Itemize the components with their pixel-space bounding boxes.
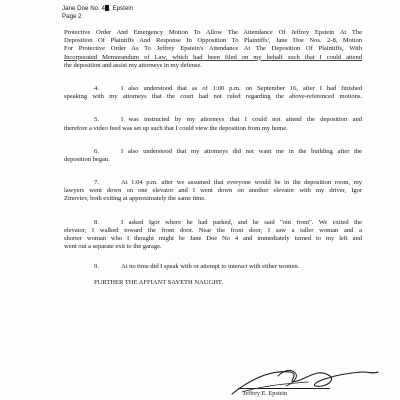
affidavit-body bbox=[64, 29, 362, 287]
intro-paragraph bbox=[64, 29, 362, 70]
paragraph-number: 4. bbox=[94, 84, 99, 92]
header-page-number: Page 2 bbox=[62, 13, 82, 20]
paragraph-line: I also understood that as of 1:00 p.m. on September 16, after I had finished bbox=[121, 84, 362, 92]
paragraph-9 bbox=[64, 263, 362, 271]
intro-line: Protective Order And Emergency Motion To Allow The Attendance Of Jeffrey Epstein At The bbox=[64, 29, 362, 36]
paragraph-line: At no time did I speak with or attempt to interact with either women. bbox=[121, 263, 300, 271]
signatory-name: Jeffrey E. Epstein bbox=[243, 390, 288, 397]
paragraph-line: speaking with my attorneys that the court had not ruled regarding the above-referenced motions. bbox=[64, 93, 362, 101]
paragraph-line: lawyers went down on one elevator and I went down on another elevator with my driver, Igor bbox=[64, 187, 362, 195]
header-caption-right: , Epstein bbox=[109, 5, 134, 12]
paragraph-6 bbox=[64, 148, 362, 164]
paragraph-5 bbox=[64, 116, 362, 132]
paragraph-line: I asked Igor where he had parked, and he said "out front". We exited the bbox=[121, 218, 362, 226]
paragraph-line: deposition began. bbox=[64, 155, 110, 163]
paragraph-line: Zinoviev, both exiting at approximately the same time. bbox=[64, 195, 206, 203]
header-case-caption bbox=[62, 5, 133, 13]
handwritten-signature bbox=[212, 366, 382, 400]
signature-line bbox=[238, 388, 330, 389]
intro-line: Deposition Of Plaintiffs And Response In Opposition To Plaintiffs', Jane Doe Nos. 2-8, Motion bbox=[64, 37, 362, 45]
paragraph-7 bbox=[64, 179, 362, 204]
paragraph-line: I also understood that my attorneys did not want me in the building after the bbox=[121, 147, 362, 155]
paragraph-line: At 1:04 p.m. after we assumed that everyone would be in the deposition room, my bbox=[121, 179, 362, 187]
closing-statement: FURTHER THE AFFIANT SAYETH NAUGHT. bbox=[94, 278, 223, 286]
paragraph-number: 7. bbox=[94, 179, 99, 187]
paragraph-number: 9. bbox=[94, 263, 99, 271]
paragraph-line: therefore a video feed was set up such that I could view the deposition from my home. bbox=[64, 124, 288, 132]
paragraph-line: elevator, I walked toward the front door. Near the front door, I saw a taller woman and a bbox=[64, 226, 362, 234]
page-header bbox=[62, 5, 133, 21]
intro-line: For Protective Order As To Jeffrey Epstein's Attendance At The Deposition Of Plaintiffs, With bbox=[64, 45, 362, 53]
paragraph-line: shorter woman who I thought might be Jane Doe No 4 and immediately turned to my left and bbox=[64, 235, 362, 242]
paragraph-number: 6. bbox=[94, 147, 99, 155]
paragraph-line: I was instructed by my attorneys that I could not attend the deposition and bbox=[121, 116, 362, 124]
intro-line: the deposition and assist my attorneys in my defense. bbox=[64, 61, 202, 69]
paragraph-line: went out a separate exit to the garage. bbox=[64, 243, 162, 251]
paragraph-4 bbox=[64, 85, 362, 101]
paragraph-number: 5. bbox=[94, 116, 99, 124]
paragraph-8 bbox=[64, 219, 362, 252]
header-caption-left: Jane Doe No. 4 bbox=[62, 5, 105, 12]
intro-line: Incorporated Memorandum of Law, which had been filed on my behalf such that I could attend bbox=[64, 53, 362, 61]
paragraph-number: 8. bbox=[94, 218, 99, 226]
